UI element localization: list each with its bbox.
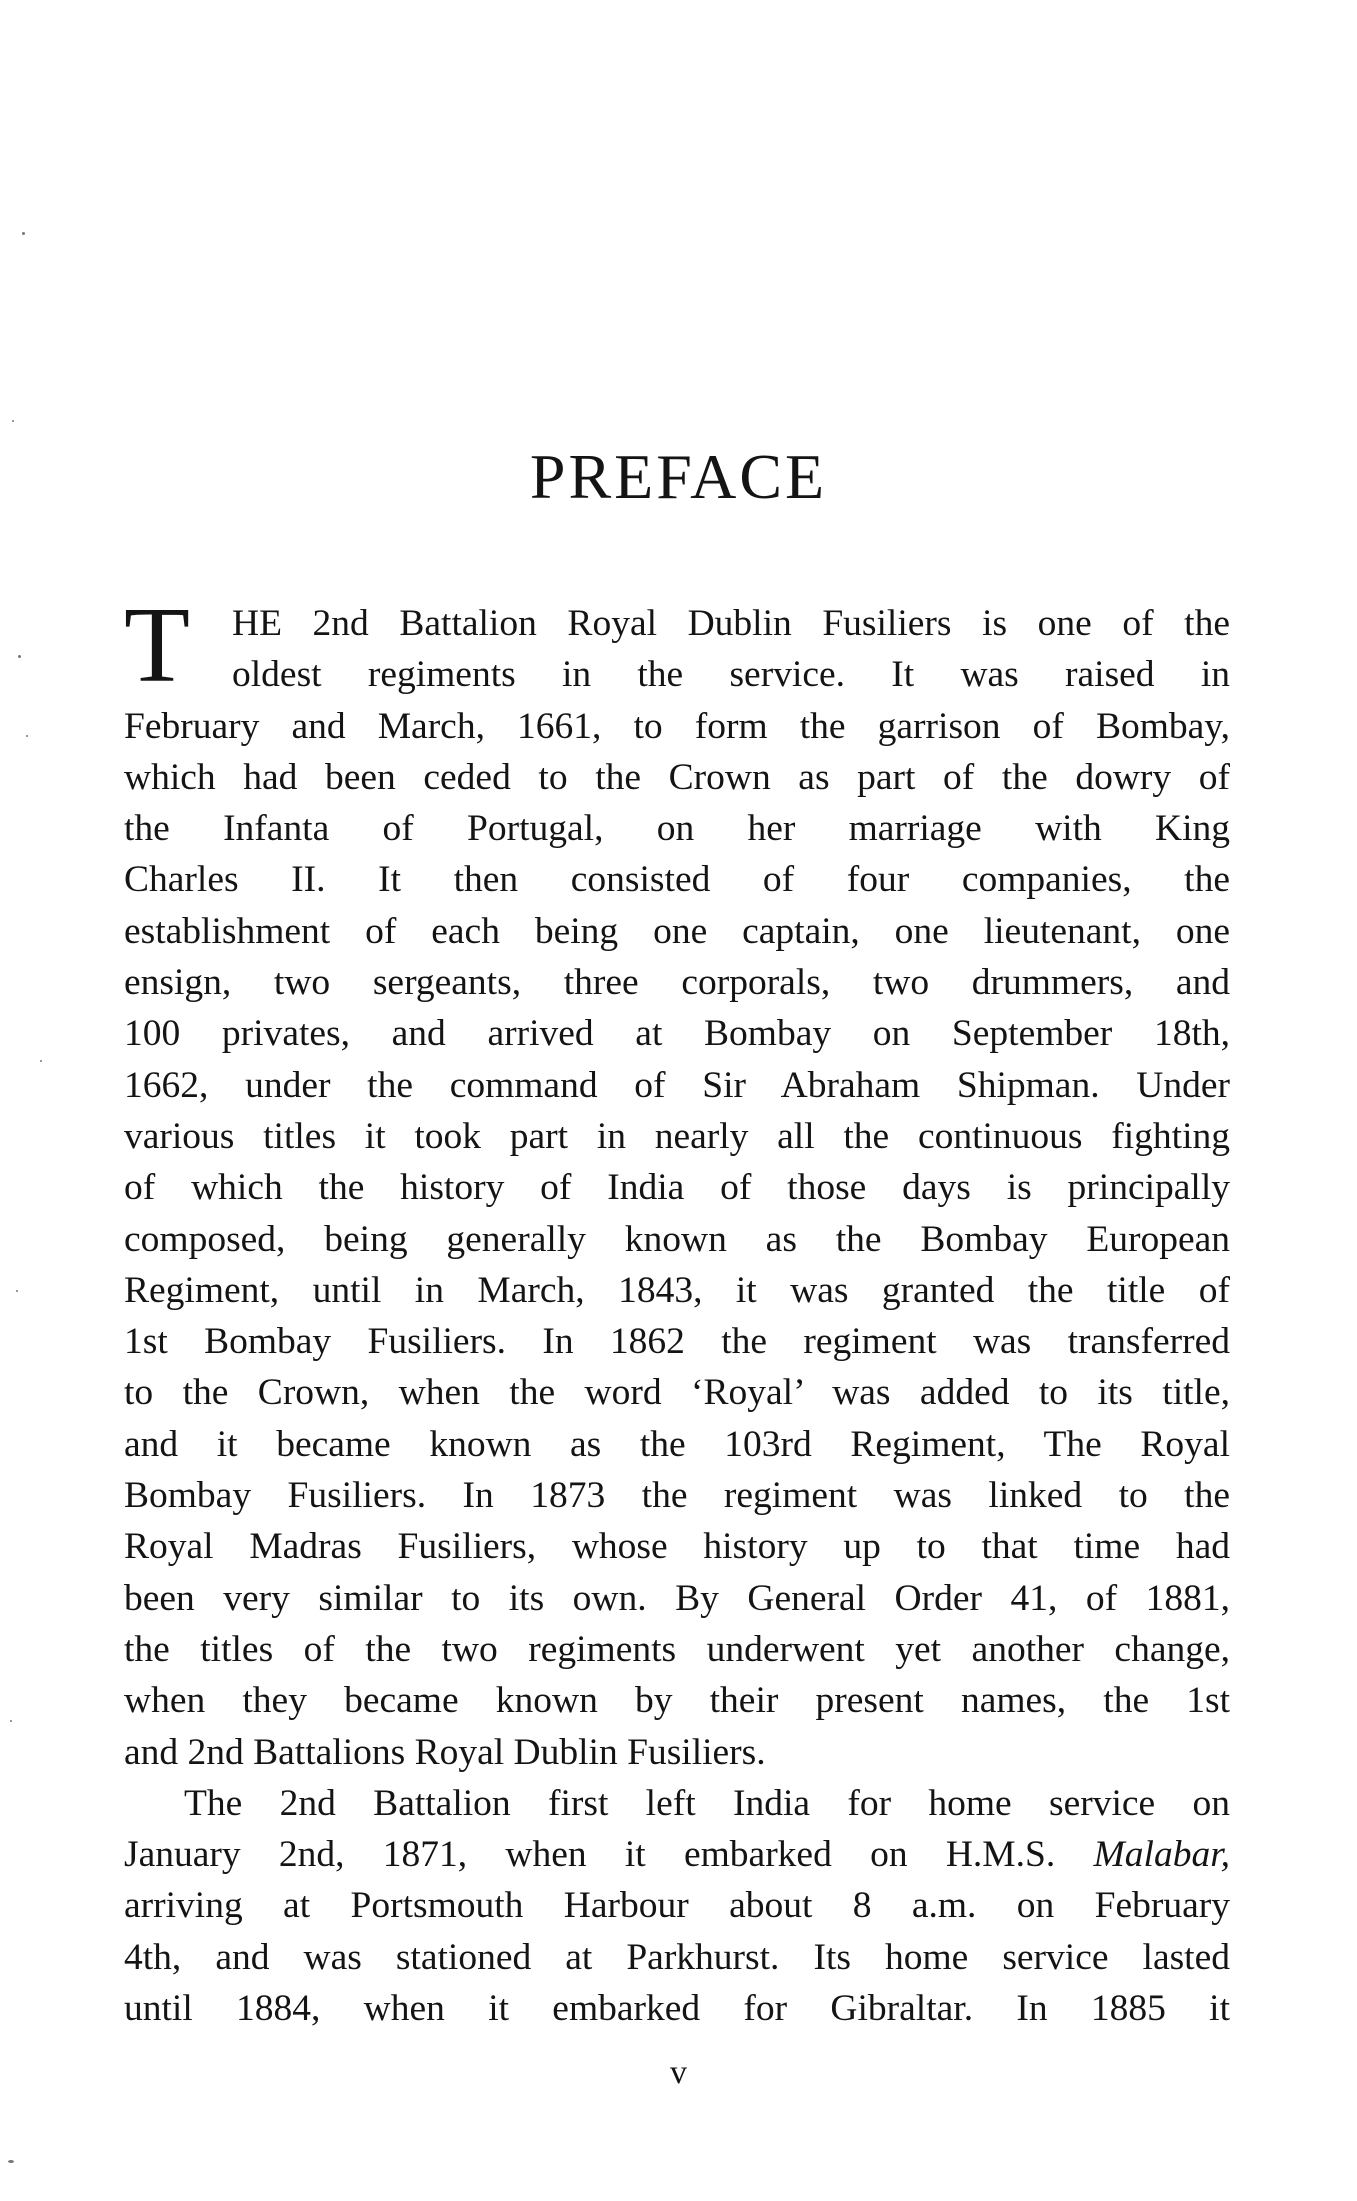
ship-name: Malabar,: [1093, 1834, 1230, 1876]
text-line: 4th, and was stationed at Parkhurst. Its home service lasted: [124, 1936, 1230, 1978]
text-line: arriving at Portsmouth Harbour about 8 a.m. on February: [124, 1885, 1230, 1927]
text-line: oldest regiments in the service. It was raised in: [232, 654, 1230, 696]
text-line: and 2nd Battalions Royal Dublin Fusiliers.: [124, 1731, 766, 1773]
text-line-with-ship: [124, 1829, 1230, 1880]
text-line: composed, being generally known as the Bombay European: [124, 1218, 1230, 1260]
text-line: until 1884, when it embarked for Gibraltar. In 1885 it: [124, 1988, 1230, 2030]
text-line: 1662, under the command of Sir Abraham Shipman. Under: [124, 1064, 1230, 1106]
text-line: Royal Madras Fusiliers, whose history up to that time had: [124, 1526, 1230, 1568]
page-title: PREFACE: [529, 441, 828, 512]
text-segment: January 2nd, 1871, when it embarked on H.M.S.: [124, 1834, 1056, 1876]
text-line: 100 privates, and arrived at Bombay on September 18th,: [124, 1013, 1230, 1055]
text-line: which had been ceded to the Crown as part of the dowry of: [124, 756, 1230, 798]
drop-cap: T: [124, 586, 190, 705]
text-line: to the Crown, when the word ‘Royal’ was added to its title,: [124, 1372, 1230, 1414]
text-line: the titles of the two regiments underwent yet another change,: [124, 1628, 1230, 1670]
text-line: Regiment, until in March, 1843, it was granted the title of: [124, 1269, 1230, 1311]
page-number: v: [670, 2054, 687, 2091]
text-line: ensign, two sergeants, three corporals, two drummers, and: [124, 962, 1230, 1004]
text-line: been very similar to its own. By General Order 41, of 1881,: [124, 1577, 1230, 1619]
preface-text: [124, 586, 1230, 2034]
text-line: 1st Bombay Fusiliers. In 1862 the regiment was transferred: [124, 1321, 1230, 1363]
text-line: various titles it took part in nearly all the continuous fighting: [124, 1115, 1230, 1157]
text-line: Charles II. It then consisted of four companies, the: [124, 859, 1230, 901]
text-line: of which the history of India of those days is principally: [124, 1167, 1230, 1209]
text-line: and it became known as the 103rd Regiment, The Royal: [124, 1423, 1230, 1465]
text-line: Bombay Fusiliers. In 1873 the regiment was linked to the: [124, 1475, 1230, 1517]
text-line: when they became known by their present names, the 1st: [124, 1680, 1230, 1722]
text-line: HE 2nd Battalion Royal Dublin Fusiliers is one of the: [232, 603, 1230, 644]
text-line: February and March, 1661, to form the garrison of Bombay,: [124, 705, 1230, 747]
text-line: the Infanta of Portugal, on her marriage with King: [124, 808, 1230, 850]
text-line: The 2nd Battalion first left India for home service on: [184, 1782, 1230, 1824]
text-line: establishment of each being one captain, one lieutenant, one: [124, 910, 1230, 952]
